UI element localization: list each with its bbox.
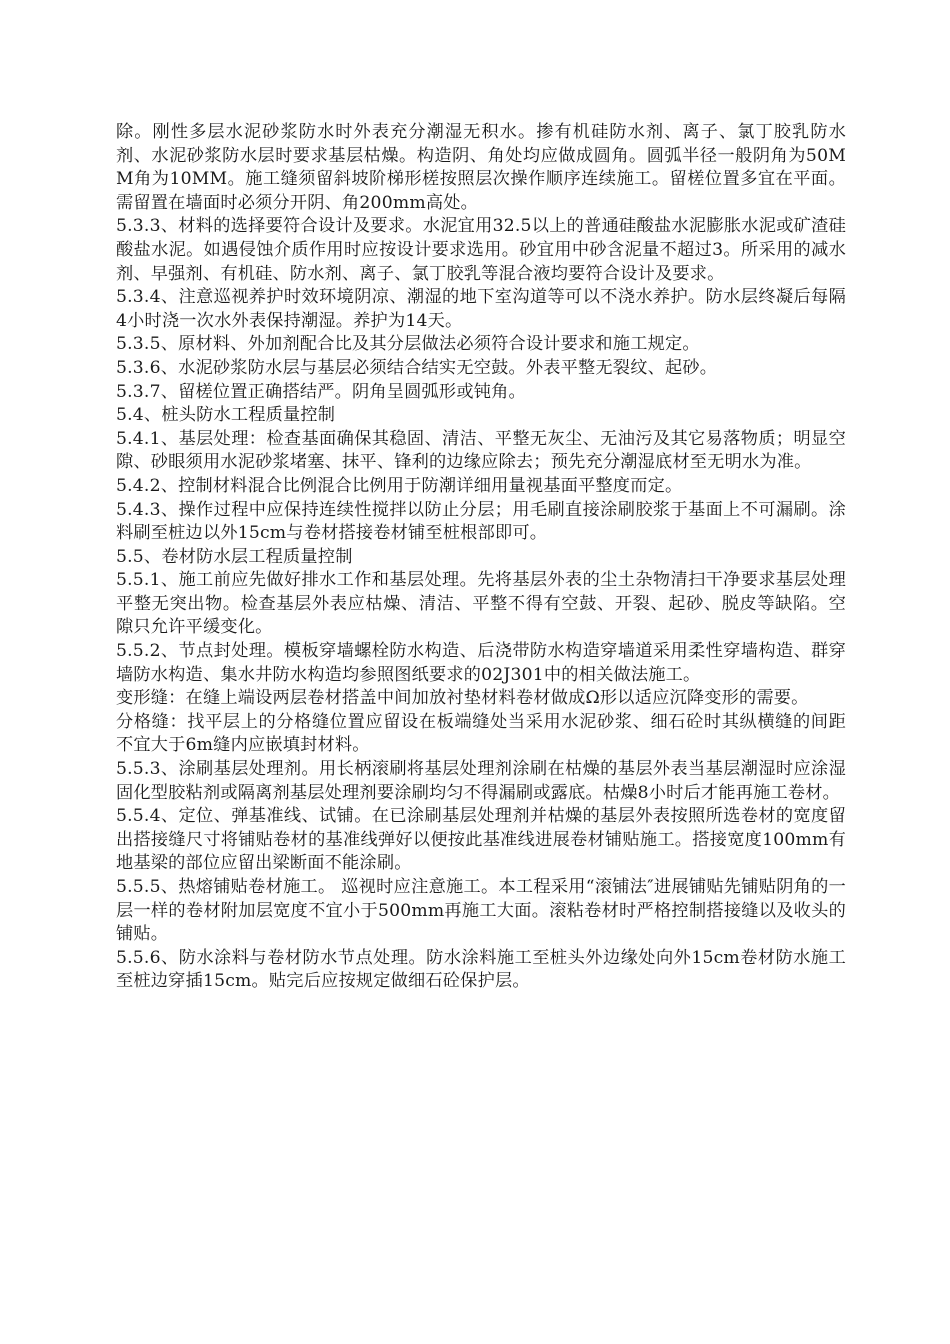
paragraph-5-4-1: 5.4.1、基层处理：检查基面确保其稳固、清洁、平整无灰尘、无油污及其它易落物质；明显空隙、砂眼须用水泥砂浆堵塞、抹平、锋利的边缘应除去；预先充分潮湿底材至无明水为准。 <box>116 428 846 473</box>
paragraph-dividing-joint: 分格缝：找平层上的分格缝位置应留设在板端缝处当采用水泥砂浆、细石砼时其纵横缝的间距不宜大于6m缝内应嵌填封材料。 <box>116 711 846 756</box>
paragraph-5-4-3: 5.4.3、操作过程中应保持连续性搅拌以防止分层；用毛刷直接涂刷胶浆于基面上不可漏刷。涂料刷至桩边以外15cm与卷材搭接卷材铺至桩根部即可。 <box>116 499 846 544</box>
paragraph-5-5-5: 5.5.5、热熔铺贴卷材施工。 巡视时应注意施工。本工程采用“滚铺法″进展铺贴先铺贴阴角的一层一样的卷材附加层宽度不宜小于500mm再施工大面。滚粘卷材时严格控制搭接缝以及收头的铺贴。 <box>116 877 846 945</box>
section-heading-5-4: 5.4、桩头防水工程质量控制 <box>116 405 336 426</box>
section-heading-5-5: 5.5、卷材防水层工程质量控制 <box>116 546 353 567</box>
paragraph-5-4-2: 5.4.2、控制材料混合比例混合比例用于防潮详细用量视基面平整度而定。 <box>116 475 683 496</box>
paragraph-5-3-7: 5.3.7、留槎位置正确搭结严。阴角呈圆弧形或钝角。 <box>116 381 526 402</box>
paragraph-deformation-joint: 变形缝：在缝上端设两层卷材搭盖中间加放衬垫材料卷材做成Ω形以适应沉降变形的需要。 <box>116 688 809 709</box>
paragraph-5-5-2: 5.5.2、节点封处理。模板穿墙螺栓防水构造、后浇带防水构造穿墙道采用柔性穿墙构造、群穿墙防水构造、集水井防水构造均参照图纸要求的02J301中的相关做法施工。 <box>116 641 846 685</box>
paragraph-rigid-mortar-continued: 除。刚性多层水泥砂浆防水时外表充分潮湿无积水。掺有机硅防水剂、离子、氯丁胶乳防水剂、水泥砂浆防水层时要求基层枯燥。构造阴、角处均应做成圆角。圆弧半径一般阴角为50MM角为10MM。施工缝须留斜坡阶梯形槎按照层次操作顺序连续施工。留槎位置多宜在平面。需留置在墙面时必须分开阴、角200mm高处。 <box>116 122 846 213</box>
paragraph-5-3-3: 5.3.3、材料的选择要符合设计及要求。水泥宜用32.5以上的普通硅酸盐水泥膨胀水泥或矿渣硅酸盐水泥。如遇侵蚀介质作用时应按设计要求选用。砂宜用中砂含泥量不超过3。所采用的减水剂、早强剂、有机硅、防水剂、离子、氯丁胶乳等混合液均要符合设计及要求。 <box>116 216 846 284</box>
document-body <box>116 121 846 994</box>
paragraph-5-5-6: 5.5.6、防水涂料与卷材防水节点处理。防水涂料施工至桩头外边缘处向外15cm卷材防水施工至桩边穿插15cm。贴完后应按规定做细石砼保护层。 <box>116 947 846 992</box>
paragraph-5-3-5: 5.3.5、原材料、外加剂配合比及其分层做法必须符合设计要求和施工规定。 <box>116 334 700 355</box>
paragraph-5-3-6: 5.3.6、水泥砂浆防水层与基层必须结合结实无空鼓。外表平整无裂纹、起砂。 <box>116 357 718 378</box>
paragraph-5-3-4: 5.3.4、注意巡视养护时效环境阴凉、潮湿的地下室沟道等可以不浇水养护。防水层终凝后每隔4小时浇一次水外表保持潮湿。养护为14天。 <box>116 287 846 331</box>
paragraph-5-5-1: 5.5.1、施工前应先做好排水工作和基层处理。先将基层外表的尘土杂物清扫干净要求基层处理平整无突出物。检查基层外表应枯燥、清洁、平整不得有空鼓、开裂、起砂、脱皮等缺陷。空隙只允许平缓变化。 <box>116 570 846 638</box>
paragraph-5-5-4: 5.5.4、定位、弹基准线、试铺。在已涂刷基层处理剂并枯燥的基层外表按照所选卷材的宽度留出搭接缝尺寸将铺贴卷材的基准线弹好以便按此基准线进展卷材铺贴施工。搭接宽度100mm有地基梁的部位应留出梁断面不能涂刷。 <box>116 806 846 874</box>
paragraph-5-5-3: 5.5.3、涂刷基层处理剂。用长柄滚刷将基层处理剂涂刷在枯燥的基层外表当基层潮湿时应涂湿固化型胶粘剂或隔离剂基层处理剂要涂刷均匀不得漏刷或露底。枯燥8小时后才能再施工卷材。 <box>116 759 846 803</box>
